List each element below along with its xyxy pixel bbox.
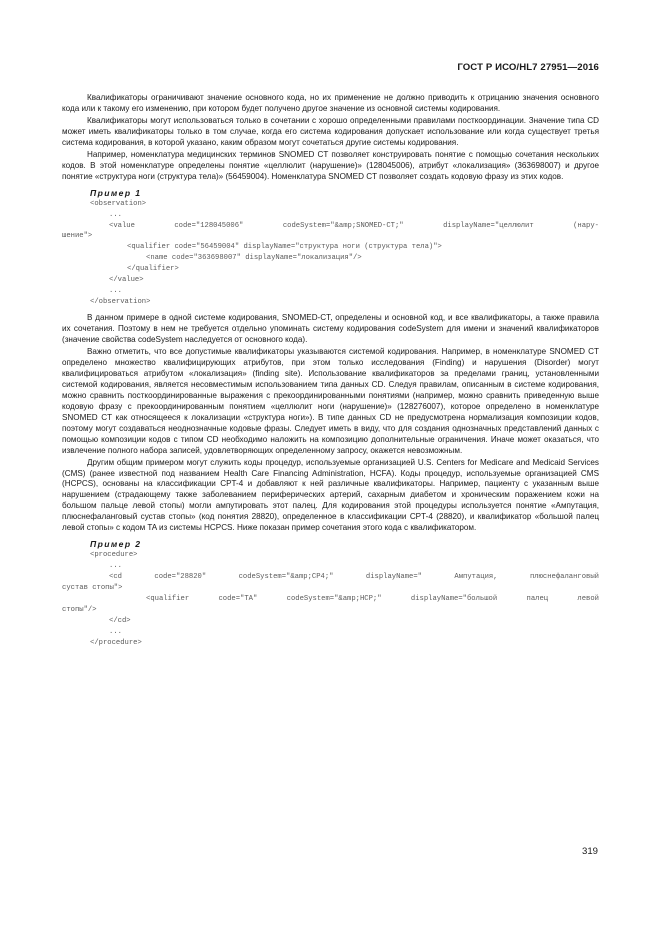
- code-line: ...: [109, 627, 122, 636]
- paragraph: Квалификаторы могут использоваться только в сочетании с хорошо определенными правилами посткоординации. Значение типа CD может иметь квалификаторы только в том случае, когда его система кодирования допускает использование или когда существует третья система кодирования, в которой указано, каким образом могут сочетаться другие системы кодирования.: [62, 115, 599, 147]
- paragraph: Важно отметить, что все допустимые квалификаторы указываются системой кодирования. Например, в номенклатуре SNOMED CT определено множество квалифицирующих атрибутов, при этом только исследования (Finding) и нарушения (Disorder) могут квалифицироваться атрибутом «локализация» (finding site). Использование квалификаторов за пределами границ, установленными системой кодирования, является несовместимым использованием типа данных CD. Следуя правилам, описанным в системе кодирования, можно сравнить посткоординированные выражения с прекоординированными понятиями (например, можно сравнить приведенную выше кодовую фразу с прекоординированным понятием «целлюлит ноги (нарушение)» (128276007), которое определено в номенклатуре SNOMED CT как относящееся к локализации «структура ноги»). В типе данных CD не предусмотрена нормализация композиции кодов, поэтому могут создаваться неоднозначные кодовые фразы. Следует иметь в виду, что для создания однозначных представлений данных с помощью композиции кодов с типом CD необходимо наложить на композицию дополнительные ограничения. Иначе может оказаться, что извлечение полного набора записей, удовлетворяющих определенному запросу, окажется невозможным.: [62, 347, 599, 455]
- code-line: <procedure>: [90, 551, 138, 560]
- code-line: <cd code="28820" codeSystem="&amp;CP4;" displayName=" Ампутация, плюснефаланговый: [109, 573, 599, 582]
- standard-header: ГОСТ Р ИСО/HL7 27951—2016: [457, 62, 599, 73]
- paragraph: Другим общим примером могут служить коды процедур, используемые организацией U.S. Centers for Medicare and Medicaid Services (CMS) (ранее известной под названием Health Care Financing Administration, HCFA). Коды процедур, используемые организацией CMS (HCPCS), основаны на классификации CPT-4 и добавляют к ней различные квалификаторы. Например, пациенту с указанным выше нарушением (страдающему также заболеванием периферических артерий, сахарным диабетом и хроническим поражением кожи на большом пальце левой стопы) могли ампутировать этот палец. Для кодирования этой процедуры используется понятие «Ампутация, плюснефаланговый сустав стопы» (код понятия 28820), определенное в классификации CPT-4 (28820), и квалификатор «большой палец левой стопы» с кодом TA из системы HCPCS. Ниже показан пример сочетания этого кода с квалификатором.: [62, 457, 599, 533]
- code-line: <name code="363698007" displayName="локализация"/>: [146, 254, 362, 263]
- code-line: </value>: [109, 276, 144, 285]
- example-2-code: [62, 550, 599, 649]
- code-line: ...: [109, 562, 122, 571]
- paragraph: В данном примере в одной системе кодирования, SNOMED-CT, определены и основной код, и все квалификаторы, а также правила их сочетания. Поэтому в нем не требуется отдельно упоминать систему кодирования codeSystem для имени и значений квалификаторов (значение свойства codeSystem наследуется от основного кода).: [62, 313, 599, 345]
- code-line: </cd>: [109, 616, 131, 625]
- code-line: шение">: [62, 232, 93, 241]
- example-2-title: Пример 2: [90, 539, 142, 550]
- code-line: ...: [109, 210, 122, 219]
- code-line: <value code="128045006" codeSystem="&amp;SNOMED-CT;" displayName="целлюлит (нару-: [109, 221, 599, 230]
- example-1-title: Пример 1: [90, 187, 142, 198]
- code-line: стопы"/>: [62, 605, 97, 614]
- code-line: ...: [109, 287, 122, 296]
- code-line: </procedure>: [90, 638, 142, 647]
- code-line: <qualifier code="56459004" displayName="структура ноги (структура тела)">: [127, 243, 442, 252]
- paragraph: Например, номенклатура медицинских терминов SNOMED CT позволяет конструировать понятие с помощью сочетания нескольких кодов. В этой номенклатуре определены понятие «целлюлит (нарушение)» (128045006), атрибут «локализация» (363698007) и другое понятие «структура ноги (структура тела)» (56459004). Номенклатура SNOMED CT позволяет создать кодовую фразу из этих кодов.: [62, 149, 599, 181]
- code-line: <observation>: [90, 199, 147, 208]
- example-1-code: [62, 199, 599, 309]
- code-line: </observation>: [90, 298, 151, 307]
- code-line: сустав стопы">: [62, 584, 123, 593]
- page-number: 319: [581, 846, 598, 857]
- code-line: <qualifier code="TA" codeSystem="&amp;HCP;" displayName="большой палец левой: [146, 595, 599, 604]
- document-body: [62, 93, 599, 654]
- code-line: </qualifier>: [127, 265, 179, 274]
- paragraph: Квалификаторы ограничивают значение основного кода, но их применение не должно приводить к отрицанию значения основного кода или к такому его изменению, при котором будет получено другое значение из основной системы кодирования.: [62, 93, 599, 113]
